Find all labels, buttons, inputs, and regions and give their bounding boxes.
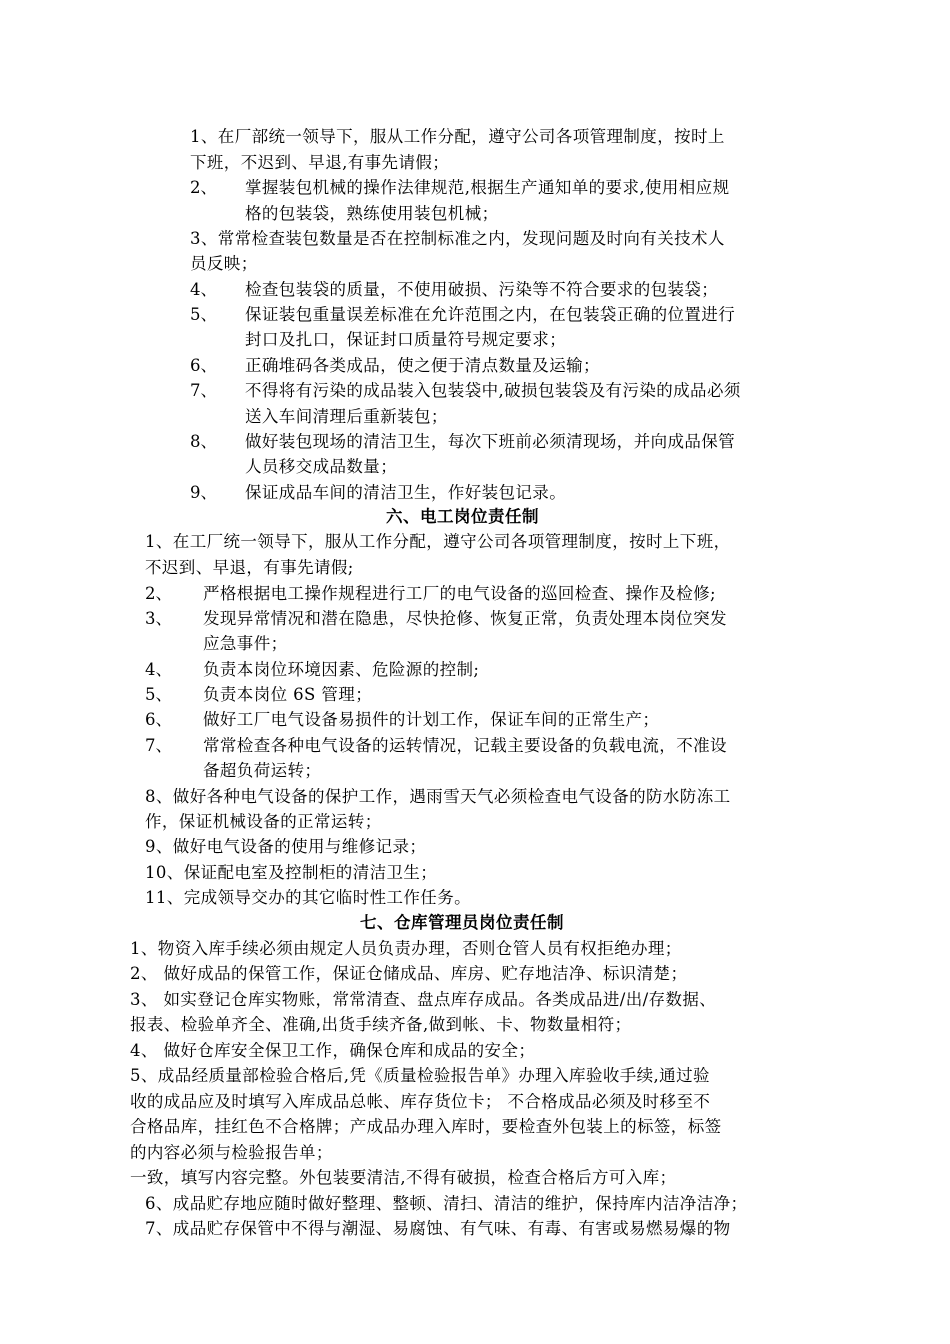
list-item-line: 做好装包现场的清洁卫生，每次下班前必须清现场，并向成品保管 xyxy=(245,432,736,451)
list-item-line: 9、做好电气设备的使用与维修记录； xyxy=(145,837,427,856)
list-item-number: 9、 xyxy=(190,483,217,502)
list-item-line: 正确堆码各类成品，使之便于清点数量及运输； xyxy=(245,356,600,375)
list-item-number: 2、 xyxy=(145,584,172,603)
list-item-number: 4、 xyxy=(190,280,217,299)
list-item-line: 作，保证机械设备的正常运转； xyxy=(145,812,382,831)
list-item-line: 人员移交成品数量； xyxy=(245,457,398,476)
list-item-line: 负责本岗位环境因素、危险源的控制; xyxy=(203,660,480,679)
list-item-line: 下班，不迟到、早退,有事先请假； xyxy=(190,153,450,172)
list-item-line: 负责本岗位 6S 管理； xyxy=(203,685,373,704)
paragraph-line: 的内容必须与检验报告单； xyxy=(130,1143,333,1162)
list-item-line: 10、保证配电室及控制柜的清洁卫生； xyxy=(145,863,438,882)
paragraph-line: 2、 做好成品的保管工作，保证仓储成品、库房、贮存地洁净、标识清楚； xyxy=(130,964,688,983)
list-item-line: 封口及扎口，保证封口质量符号规定要求； xyxy=(245,330,567,349)
list-item-line: 保证装包重量误差标准在允许范围之内，在包装袋正确的位置进行 xyxy=(245,305,736,324)
list-item-line: 备超负荷运转； xyxy=(203,761,322,780)
list-item-line: 检查包装袋的质量，不使用破损、污染等不符合要求的包装袋； xyxy=(245,280,719,299)
list-item-line: 11、完成领导交办的其它临时性工作任务。 xyxy=(145,888,471,907)
list-item-line: 3、常常检查装包数量是否在控制标准之内，发现问题及时向有关技术人 xyxy=(190,229,725,248)
list-item-line: 送入车间清理后重新装包； xyxy=(245,407,448,426)
list-item-line: 不得将有污染的成品装入包装袋中,破损包装袋及有污染的成品必须 xyxy=(245,381,741,400)
list-item-number: 6、 xyxy=(190,356,217,375)
list-item-line: 1、在工厂统一领导下，服从工作分配，遵守公司各项管理制度，按时上下班， xyxy=(145,532,731,551)
list-item-number: 4、 xyxy=(145,660,172,679)
paragraph-line: 5、成品经质量部检验合格后,凭《质量检验报告单》办理入库验收手续,通过验 xyxy=(130,1066,710,1085)
list-item-line: 保证成品车间的清洁卫生，作好装包记录。 xyxy=(245,483,567,502)
list-item-number: 5、 xyxy=(145,685,172,704)
list-item-line: 格的包装袋，熟练使用装包机械； xyxy=(245,204,499,223)
paragraph-line: 6、成品贮存地应随时做好整理、整顿、清扫、清洁的维护，保持库内洁净洁净； xyxy=(145,1194,748,1213)
list-item-number: 8、 xyxy=(190,432,217,451)
list-item-line: 1、在厂部统一领导下，服从工作分配，遵守公司各项管理制度，按时上 xyxy=(190,127,725,146)
list-item-line: 做好工厂电气设备易损件的计划工作，保证车间的正常生产； xyxy=(203,710,660,729)
paragraph-line: 报表、检验单齐全、准确,出货手续齐备,做到帐、卡、物数量相符； xyxy=(130,1015,632,1034)
list-item-line: 常常检查各种电气设备的运转情况，记载主要设备的负载电流，不准设 xyxy=(203,736,727,755)
paragraph-line: 3、 如实登记仓库实物账，常常清查、盘点库存成品。各类成品进/出/存数据、 xyxy=(130,990,717,1009)
paragraph-line: 一致，填写内容完整。外包装要清洁,不得有破损，检查合格后方可入库； xyxy=(130,1168,677,1187)
list-item-number: 7、 xyxy=(190,381,217,400)
paragraph-line: 7、成品贮存保管中不得与潮湿、易腐蚀、有气味、有毒、有害或易燃易爆的物 xyxy=(145,1219,731,1238)
section7-title: 七、仓库管理员岗位责任制 xyxy=(360,913,564,932)
list-item-line: 员反映； xyxy=(190,254,258,273)
paragraph-line: 合格品库，挂红色不合格牌；产成品办理入库时，要检查外包装上的标签，标签 xyxy=(130,1117,722,1136)
list-item-number: 6、 xyxy=(145,710,172,729)
list-item-line: 8、做好各种电气设备的保护工作，遇雨雪天气必须检查电气设备的防水防冻工 xyxy=(145,787,731,806)
paragraph-line: 1、物资入库手续必须由规定人员负责办理，否则仓管人员有权拒绝办理； xyxy=(130,939,682,958)
list-item-line: 不迟到、早退，有事先请假; xyxy=(145,558,354,577)
list-item-number: 7、 xyxy=(145,736,172,755)
list-item-line: 掌握装包机械的操作法律规范,根据生产通知单的要求,使用相应规 xyxy=(245,178,730,197)
paragraph-line: 收的成品应及时填写入库成品总帐、库存货位卡； 不合格成品必须及时移至不 xyxy=(130,1092,711,1111)
section6-title: 六、电工岗位责任制 xyxy=(386,507,539,526)
list-item-number: 5、 xyxy=(190,305,217,324)
list-item-line: 发现异常情况和潜在隐患，尽快抢修、恢复正常，负责处理本岗位突发 xyxy=(203,609,727,628)
list-item-number: 3、 xyxy=(145,609,172,628)
list-item-line: 严格根据电工操作规程进行工厂的电气设备的巡回检查、操作及检修; xyxy=(203,584,716,603)
list-item-line: 应急事件； xyxy=(203,634,288,653)
paragraph-line: 4、 做好仓库安全保卫工作，确保仓库和成品的安全； xyxy=(130,1041,536,1060)
list-item-number: 2、 xyxy=(190,178,217,197)
